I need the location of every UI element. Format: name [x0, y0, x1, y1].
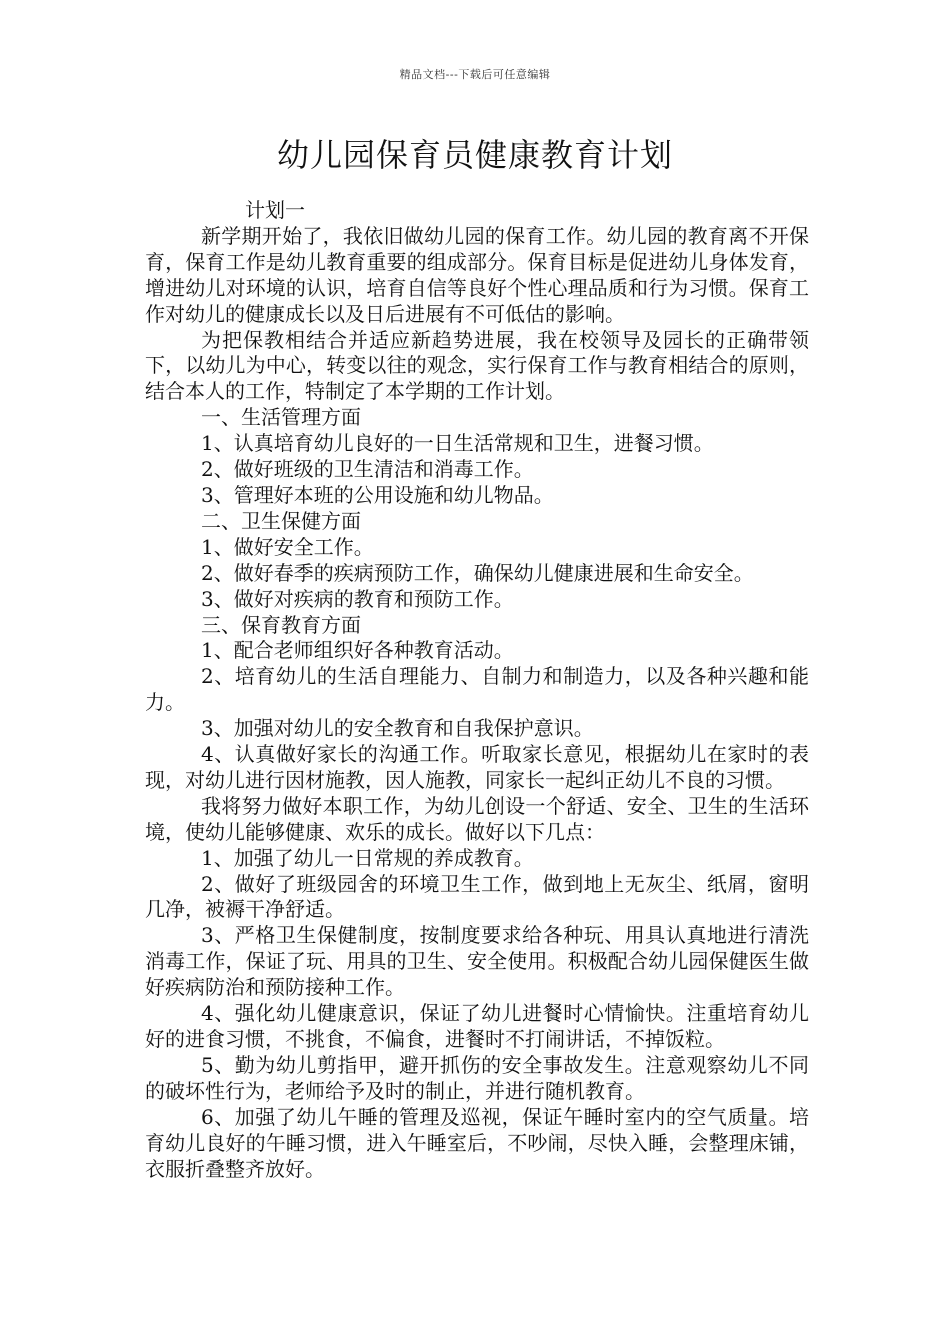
purpose-paragraph: 为把保教相结合并适应新趋势进展，我在校领导及园长的正确带领下，以幼儿为中心，转变以往的观念，实行保育工作与教育相结合的原则，结合本人的工作，特制定了本学期的工作计划。: [145, 327, 809, 404]
section-heading-life-management: 一、生活管理方面: [201, 405, 361, 430]
list-item: 3、加强对幼儿的安全教育和自我保护意识。: [201, 716, 594, 741]
list-item: 1、加强了幼儿一日常规的养成教育。: [201, 845, 534, 870]
list-item: 3、管理好本班的公用设施和幼儿物品。: [201, 482, 554, 507]
plan-label: 计划一: [245, 198, 305, 222]
document-title: 幼儿园保育员健康教育计划: [276, 136, 673, 174]
document-body: [145, 198, 809, 1182]
section-heading-care-education: 三、保育教育方面: [201, 612, 361, 637]
list-item: 1、认真培育幼儿良好的一日生活常规和卫生，进餐习惯。: [201, 431, 714, 456]
list-item: 2、培育幼儿的生活自理能力、自制力和制造力，以及各种兴趣和能力。: [145, 664, 809, 715]
list-item: 1、做好安全工作。: [201, 534, 374, 559]
list-item: 2、做好了班级园舍的环境卫生工作，做到地上无灰尘、纸屑，窗明几净，被褥干净舒适。: [145, 871, 809, 922]
list-item: 3、做好对疾病的教育和预防工作。: [201, 586, 514, 611]
list-item: 1、配合老师组织好各种教育活动。: [201, 638, 514, 663]
list-item: 6、加强了幼儿午睡的管理及巡视，保证午睡时室内的空气质量。培育幼儿良好的午睡习惯，进入午睡室后，不吵闹，尽快入睡，会整理床铺，衣服折叠整齐放好。: [145, 1104, 809, 1181]
list-item: 5、勤为幼儿剪指甲，避开抓伤的安全事故发生。注意观察幼儿不同的破坏性行为，老师给予及时的制止，并进行随机教育。: [145, 1052, 809, 1103]
list-item: 2、做好班级的卫生清洁和消毒工作。: [201, 457, 534, 482]
list-item: 2、做好春季的疾病预防工作，确保幼儿健康进展和生命安全。: [201, 560, 754, 585]
section-heading-health-care: 二、卫生保健方面: [201, 508, 361, 533]
list-item: 4、强化幼儿健康意识，保证了幼儿进餐时心情愉快。注重培育幼儿好的进食习惯，不挑食，不偏食，进餐时不打闹讲话，不掉饭粒。: [145, 1001, 809, 1051]
list-item: 4、认真做好家长的沟通工作。听取家长意见，根据幼儿在家时的表现，对幼儿进行因材施教，因人施教，同家长一起纠正幼儿不良的习惯。: [145, 742, 809, 792]
list-item: 3、严格卫生保健制度，按制度要求给各种玩、用具认真地进行清洗消毒工作，保证了玩、用具的卫生、安全使用。积极配合幼儿园保健医生做好疾病防治和预防接种工作。: [145, 923, 809, 1000]
intro-paragraph: 新学期开始了，我依旧做幼儿园的保育工作。幼儿园的教育离不开保育，保育工作是幼儿教育重要的组成部分。保育目标是促进幼儿身体发育，增进幼儿对环境的认识，培育自信等良好个性心理品质和行为习惯。保育工作对幼儿的健康成长以及日后进展有不可低估的影响。: [145, 223, 809, 326]
header-note: 精品文档---下载后可任意编辑: [399, 68, 551, 81]
commitment-paragraph: 我将努力做好本职工作，为幼儿创设一个舒适、安全、卫生的生活环境，使幼儿能够健康、欢乐的成长。做好以下几点：: [145, 793, 809, 844]
